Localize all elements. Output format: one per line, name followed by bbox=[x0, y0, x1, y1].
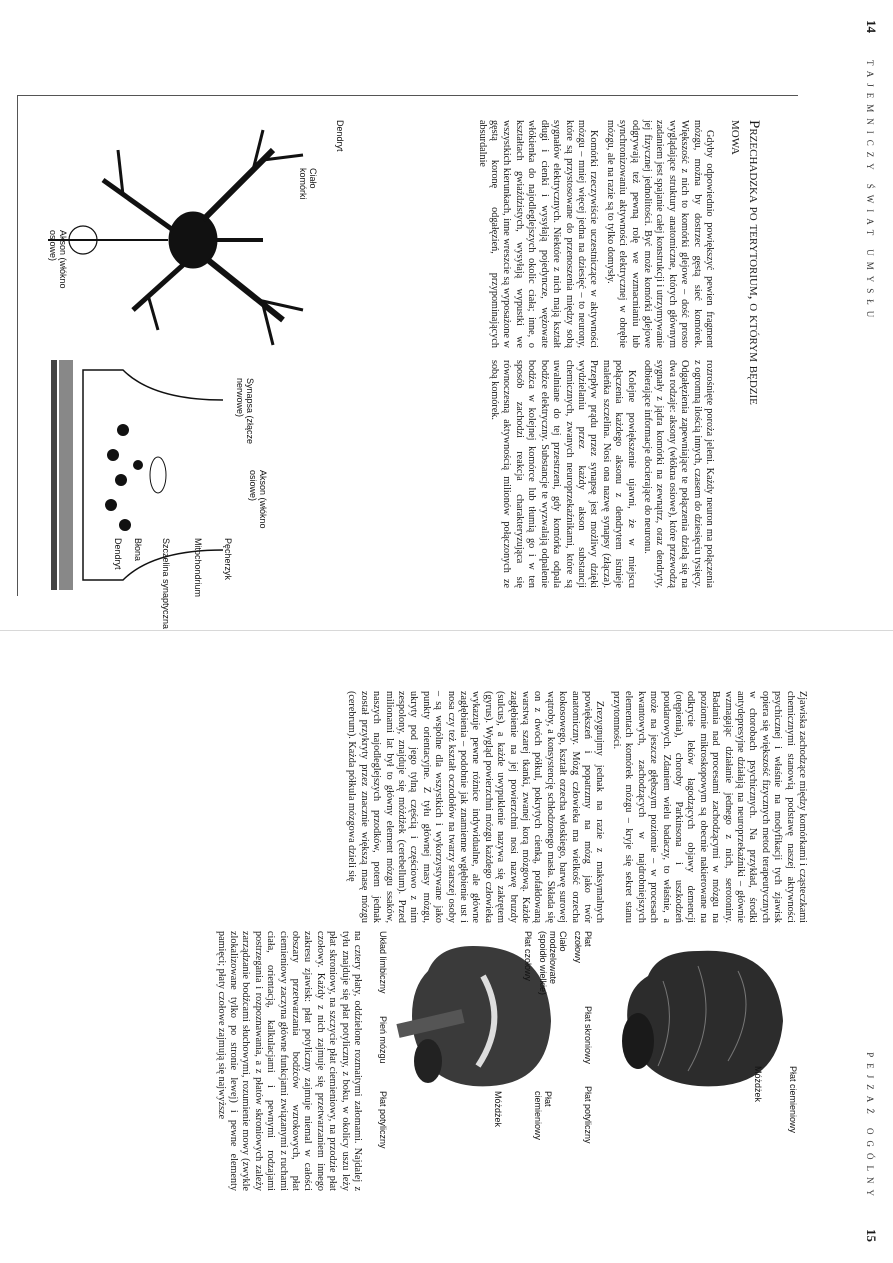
paragraph: Kolejne powiększenie ujawni, że w miejscu połączenia każdego aksonu z dendrytem istnieje maleńka szczelina. Nosi ona nazwę synapsy (złącza). Przepływ prądu przez synapsę jest możliwy dzięki wydzielaniu przez każdy akson substancji chemicznych, zwanych neuroprzekaźnikami, które są uwalniane do tej przestrzeni, gdy komórka odpala bodźce elektryczny. Substancje te wyzwalają odpalenie bodźca w kolejnej komórce lub tłumią go i w ten sposób zachodzi reakcja charakteryzująca się równoczesną aktywnością milionów połączonych ze sobą komórek. bbox=[489, 360, 637, 588]
right-column-2 bbox=[210, 931, 363, 1191]
paragraph: Gdyby odpowiednio powiększyć pewien fragment mózgu, można by dostrzec gęstą sieć komórek. Większość z nich to komórki glejowe – dość prosto wyglądające struktury anatomiczne, których głównym zadaniem jest spajanie całej konstrukcji i utrzymywanie jej fizycznej jednolitości. Być może komórki glejowe odgrywają też pewną rolę we wzmacnianiu lub synchronizowaniu aktywności elektrycznej w obrębie mózgu, ale na razie są to tylko domysły. bbox=[604, 120, 715, 349]
paragraph: na cztery płaty, oddzielone rozmaitymi załomami. Najdalej z tyłu znajduje się płat potyliczny, z boku, w okolicy uszu leży płat skroniowy, na szczycie płat ciemieniowy, na przodzie płat czołowy. Każdy z nich zajmuje się przetwarzaniem innego zakresu zjawisk: płat potyliczny zajmuje niemal w całości obszary przetwarzania bodźców wzrokowych, płat ciemieniowy zaczyna główne funkcjami związanymi z ruchami ciała, orientacją, kalkulacjami i pewnymi rodzajami postrzegania i rozpoznawania, a z płatów skroniowych zależy zarządzanie bodźcami słuchowymi, rozumienie mowy (zwykle zlokalizowane tylko po stronie lewej) i pewne elementy pamięci; płaty czołowe zajmują się najwyższe bbox=[215, 931, 363, 1191]
label-dendryt: Dendryt bbox=[335, 120, 345, 152]
label-brain-top-skroniowy: Płat skroniowy bbox=[583, 1006, 593, 1065]
page-number-left: 14 bbox=[864, 20, 879, 33]
label-akson: Akson (włókno osiowe) bbox=[48, 230, 68, 289]
label-brain-top-ciemieniowy: Płat ciemieniowy bbox=[788, 1066, 798, 1134]
label-akson-synapse: Akson (włókno osiowe) bbox=[248, 470, 268, 529]
page-number-right: 15 bbox=[864, 1229, 879, 1242]
label-brain-pien: Pień mózgu bbox=[378, 1016, 388, 1064]
left-column-1 bbox=[471, 120, 715, 348]
paragraph: rozrośnięte poroża jeleni. Każdy neuron ma połączenia z ogromną ilością innych, czasem do dziesięciu tysięcy. Odgałęzienia zapewniające te połączenia dzielą się na dwa rodzaje: aksony (włókna osiowe), które przewodzą sygnały z jądra komórki na zewnątrz, oraz dendryty, odbierające informacje docierające do neuronu. bbox=[641, 360, 715, 588]
paragraph: Zjawiska zachodzące między komórkami i cząsteczkami chemicznymi stanowią podstawę naszej aktywności psychicznej i właśnie na modyfikacji tych zjawisk opiera się większość fizycznych metod terapeutycznych w chorobach psychicznych. Na przykład, środki antydepresyjne działają na neuroprzekaźniki – głównie wzmagając działanie jednego z nich, serotoniny. Badania nad procesami zachodzącymi w mózgu na poziomie mikroskopowym są obecnie nakierowane na odkrycie leków łagodzących objawy demencji (otępienia), choroby Parkinsona i uszkodzeń poudarowych. Zdaniem wielu badaczy, to właśnie, a może na jeszcze głębszym poziomie – w procesach kwantowych, zachodzących w najdrobniejszych elementach komórek mózgu – kryje się sekret stanu przytomności. bbox=[610, 691, 808, 923]
left-column-2 bbox=[484, 360, 715, 588]
label-brain-cialo-modzelowate: Ciało modzelowate (spoidło wielkie) bbox=[538, 931, 568, 996]
label-brain-top-potyliczny: Płat potyliczny bbox=[583, 1086, 593, 1144]
right-column-1 bbox=[341, 691, 808, 923]
running-head-left: TAJEMNICZY ŚWIAT UMYSŁU bbox=[865, 60, 875, 324]
label-pecherzyk: Pęcherzyk bbox=[223, 538, 233, 581]
paragraph: Zrezygnujmy jednak na razie z maksymalnych powiększeń i popatrzmy na mózg jako twór anatomiczny. Mózg człowieka ma wielkość orzecha kokosowego, kształt orzecha włoskiego, barwę surowej wątroby, a konsystencję schłodzonego masła. Składa się on z dwóch półkul, pokrytych cienką, pofałdowaną warstwą szarej tkanki, zwanej korą mózgową. Każde zagłębienie na jej powierzchni nosi nazwę bruzdy (sulcus), a każde uwypuklenie nazywa się zakrętem (gyrus). Wygląd powierzchni mózgu każdego człowieka wykazuje pewne różnice indywidualne, ale główne zagłębienia – podobnie jak znamienne wgłębienie ust i nosa czy też kształt oczodołów na twarzy starszej osoby – są wspólne dla wszystkich i wykorzystywane jako punkty orientacyjne. Z tyłu głównej masy mózgu, ukryty pod jego tylną częścią i częściowo z nim zespolony, znajduje się móżdżek (cerebellum). Przed milionami lat był to główny element mózgu ssaków, naszych najodleglejszych przodków, potem jednak został przykryty przez znacznie większą masę mózgu (cerebrum). Każda półkula mózgowa dzieli się bbox=[346, 691, 606, 923]
label-brain-section-potyliczny: Płat potyliczny bbox=[378, 1091, 388, 1149]
label-brain-top-czolowy: Płat czołowy bbox=[573, 931, 593, 964]
label-brain-limbiczny: Układ limbiczny bbox=[378, 931, 388, 994]
label-dendryt-synapse: Dendryt bbox=[113, 538, 123, 570]
paragraph: Komórki rzeczywiście uczestniczące w aktywności mózgu – mniej więcej jedna na dziesięć – to neurony, które są przystosowane do przenoszenia między sobą sygnałów elektrycznych. Niektóre z nich mają kształt długi i cienki i wysyłają pojedyncze, wężowate włókienka do najodleglejszych okolic ciała; inne, o kształtach gwiaździstych, wysyłają wypustki we wszystkich kierunkach, inne wreszcie są wyposażone w gęstą koronę odgałęzień, przypominających absurdalnie bbox=[476, 120, 600, 348]
label-blona: Błona bbox=[133, 538, 143, 562]
label-brain-top-mozdzek: Móżdżek bbox=[753, 1066, 763, 1103]
left-page bbox=[0, 0, 893, 631]
section-title: Przechadzka po terytorium, o którym będzie mowa bbox=[728, 120, 762, 405]
label-brain-section-czolowy: Płat czołowy bbox=[523, 931, 533, 982]
neuron-illustration bbox=[43, 110, 333, 360]
brain-exterior-illustration bbox=[608, 931, 798, 1101]
label-szczelina: Szczelina synaptyczna bbox=[161, 538, 171, 630]
running-head-right: PEJZAŻ OGÓLNY bbox=[865, 1052, 875, 1202]
label-brain-section-mozdzek: Móżdżek bbox=[493, 1091, 503, 1128]
label-mitochondrium: Mitochondrium bbox=[193, 538, 203, 598]
label-synapsa: Synapsa (złącze nerwowe) bbox=[235, 378, 255, 445]
label-cialo-komorki: Ciało komórki bbox=[298, 168, 318, 200]
brain-section-illustration bbox=[388, 931, 563, 1101]
label-brain-section-ciemieniowy: Płat ciemieniowy bbox=[533, 1091, 553, 1141]
right-page bbox=[0, 631, 893, 1262]
